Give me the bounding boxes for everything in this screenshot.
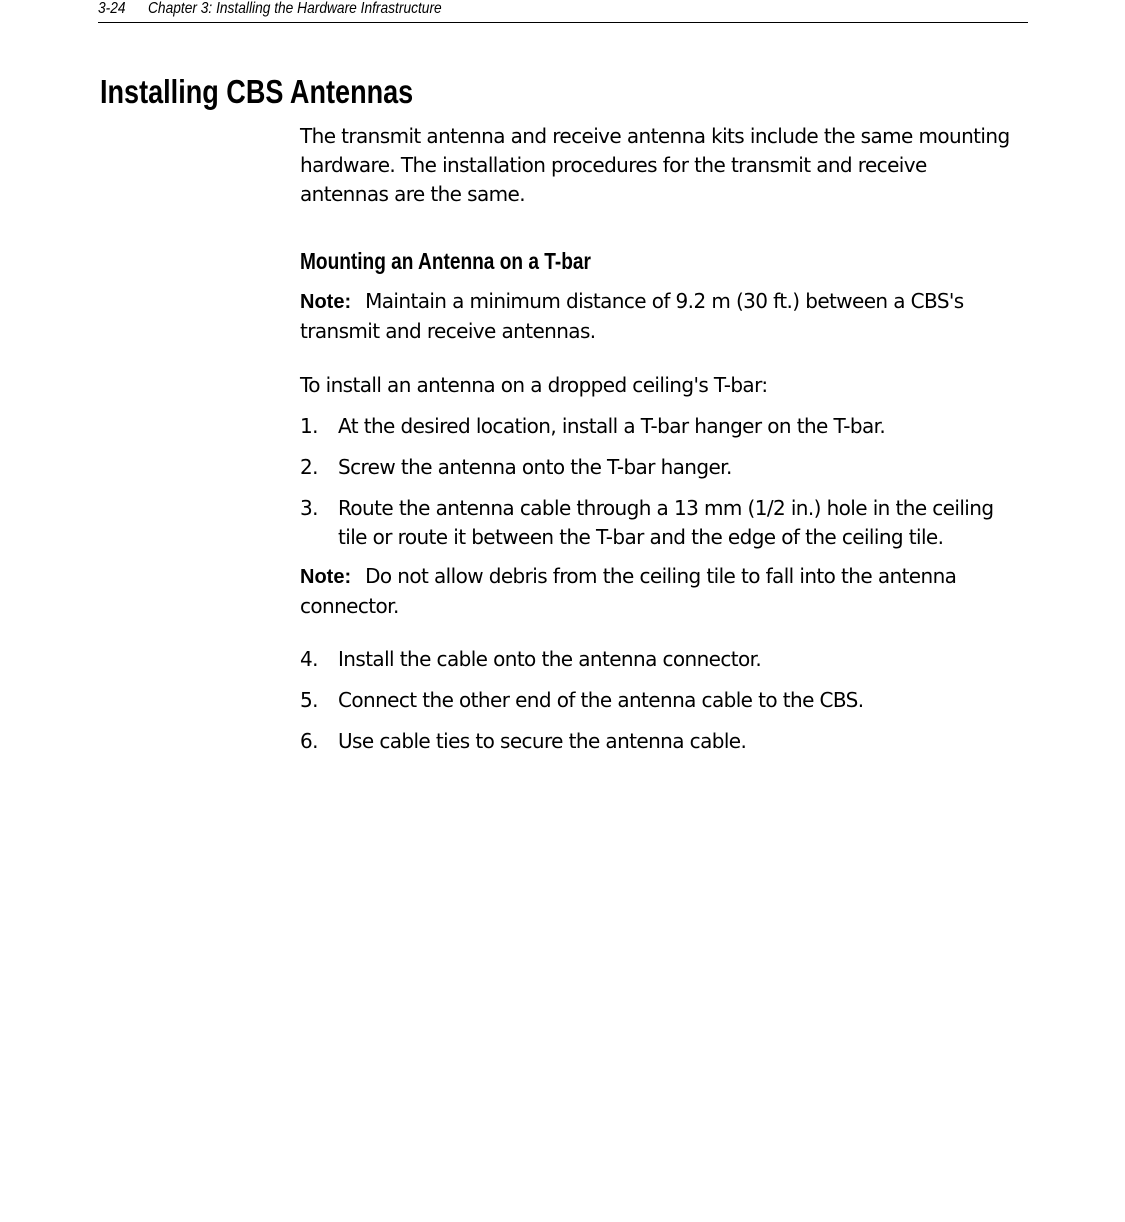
step-item (300, 494, 1018, 552)
step-item (300, 686, 1018, 715)
chapter-title: Chapter 3: Installing the Hardware Infrastructure (148, 0, 442, 17)
procedure-lead-in: To install an antenna on a dropped ceiling's T-bar: (300, 373, 768, 397)
note-2-text: Do not allow debris from the ceiling tile to fall into the antenna connector. (300, 564, 957, 618)
step-item (300, 727, 1018, 756)
note-1-label: Note: (300, 291, 352, 313)
note-1-text: Maintain a minimum distance of 9.2 m (30 ft.) between a CBS's transmit and receive antennas. (300, 289, 964, 343)
step-number: 4. (300, 647, 318, 671)
section-title: Installing CBS Antennas (100, 73, 414, 110)
step-item (300, 453, 1018, 482)
running-header (98, 0, 1028, 23)
step-text: Screw the antenna onto the T-bar hanger. (338, 455, 732, 479)
step-item (300, 645, 1018, 674)
steps-list-a (300, 412, 1018, 552)
step-text: At the desired location, install a T-bar hanger on the T-bar. (338, 414, 886, 438)
step-number: 5. (300, 688, 318, 712)
page-number: 3-24 (98, 0, 126, 17)
intro-paragraph: The transmit antenna and receive antenna kits include the same mounting hardware. The installation procedures for the transmit and receive antennas are the same. (300, 124, 1010, 206)
step-number: 6. (300, 729, 318, 753)
content-body (300, 122, 1018, 768)
note-2 (300, 562, 1018, 621)
step-text: Use cable ties to secure the antenna cable. (338, 729, 747, 753)
steps-list-b (300, 645, 1018, 756)
note-2-label: Note: (300, 566, 352, 588)
note-1 (300, 287, 1018, 346)
step-number: 3. (300, 496, 318, 520)
step-number: 2. (300, 455, 318, 479)
step-text: Install the cable onto the antenna connector. (338, 647, 762, 671)
step-text: Connect the other end of the antenna cable to the CBS. (338, 688, 864, 712)
step-number: 1. (300, 414, 318, 438)
step-item (300, 412, 1018, 441)
step-text: Route the antenna cable through a 13 mm (1/2 in.) hole in the ceiling tile or route it between the T-bar and the edge of the ceiling tile. (338, 496, 994, 549)
subsection-title: Mounting an Antenna on a T-bar (300, 248, 591, 274)
